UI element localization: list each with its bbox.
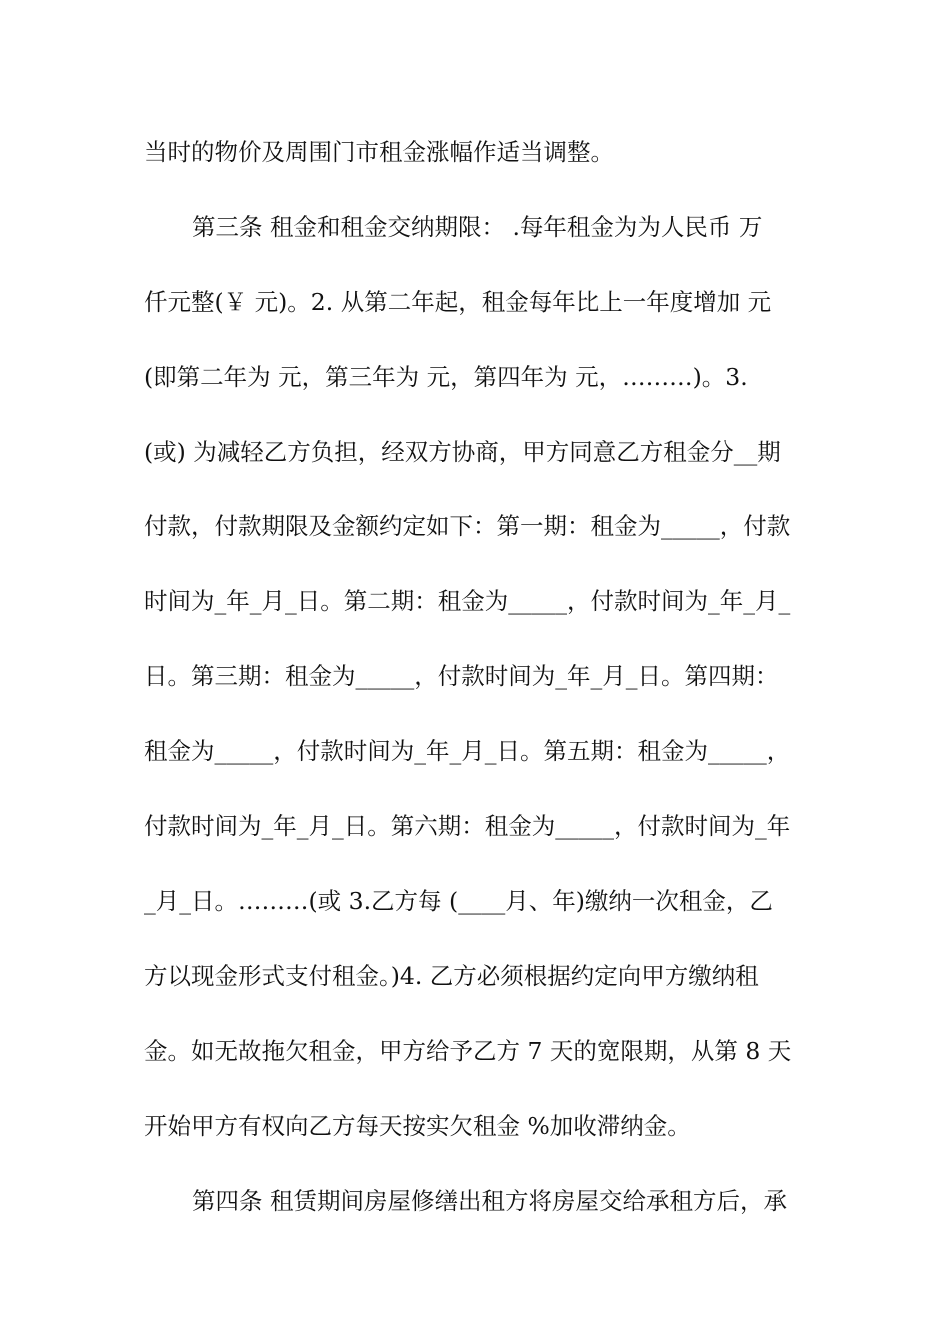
paragraph-line: (即第二年为 元，第三年为 元，第四年为 元，………)。3. xyxy=(144,363,748,391)
paragraph-line: 当时的物价及周围门市租金涨幅作适当调整。 xyxy=(144,138,614,166)
paragraph-line: (或) 为减轻乙方负担，经双方协商，甲方同意乙方租金分__期 xyxy=(144,438,781,466)
paragraph-line: 日。第三期：租金为_____，付款时间为_年_月_日。第四期： xyxy=(144,662,779,690)
paragraph-line: 方以现金形式支付租金。)4. 乙方必须根据约定向甲方缴纳租 xyxy=(144,962,759,990)
paragraph-line: 租金为_____，付款时间为_年_月_日。第五期：租金为_____， xyxy=(144,737,791,765)
paragraph-line: 金。如无故拖欠租金，甲方给予乙方 7 天的宽限期，从第 8 天 xyxy=(144,1037,792,1065)
article-4-heading-line: 第四条 租赁期间房屋修缮出租方将房屋交给承租方后，承 xyxy=(192,1187,787,1215)
article-3-heading-line: 第三条 租金和租金交纳期限： .每年租金为为人民币 万 xyxy=(192,213,763,241)
paragraph-line: 付款时间为_年_月_日。第六期：租金为_____，付款时间为_年 xyxy=(144,812,791,840)
paragraph-line: 时间为_年_月_日。第二期：租金为_____，付款时间为_年_月_ xyxy=(144,587,791,615)
paragraph-line: _月_日。………(或 3.乙方每 (____月、年)缴纳一次租金，乙 xyxy=(144,887,773,915)
paragraph-line: 开始甲方有权向乙方每天按实欠租金 %加收滞纳金。 xyxy=(144,1112,691,1140)
paragraph-line: 仟元整(￥ 元)。2. 从第二年起，租金每年比上一年度增加 元 xyxy=(144,288,772,316)
paragraph-line: 付款，付款期限及金额约定如下：第一期：租金为_____，付款 xyxy=(144,512,791,540)
